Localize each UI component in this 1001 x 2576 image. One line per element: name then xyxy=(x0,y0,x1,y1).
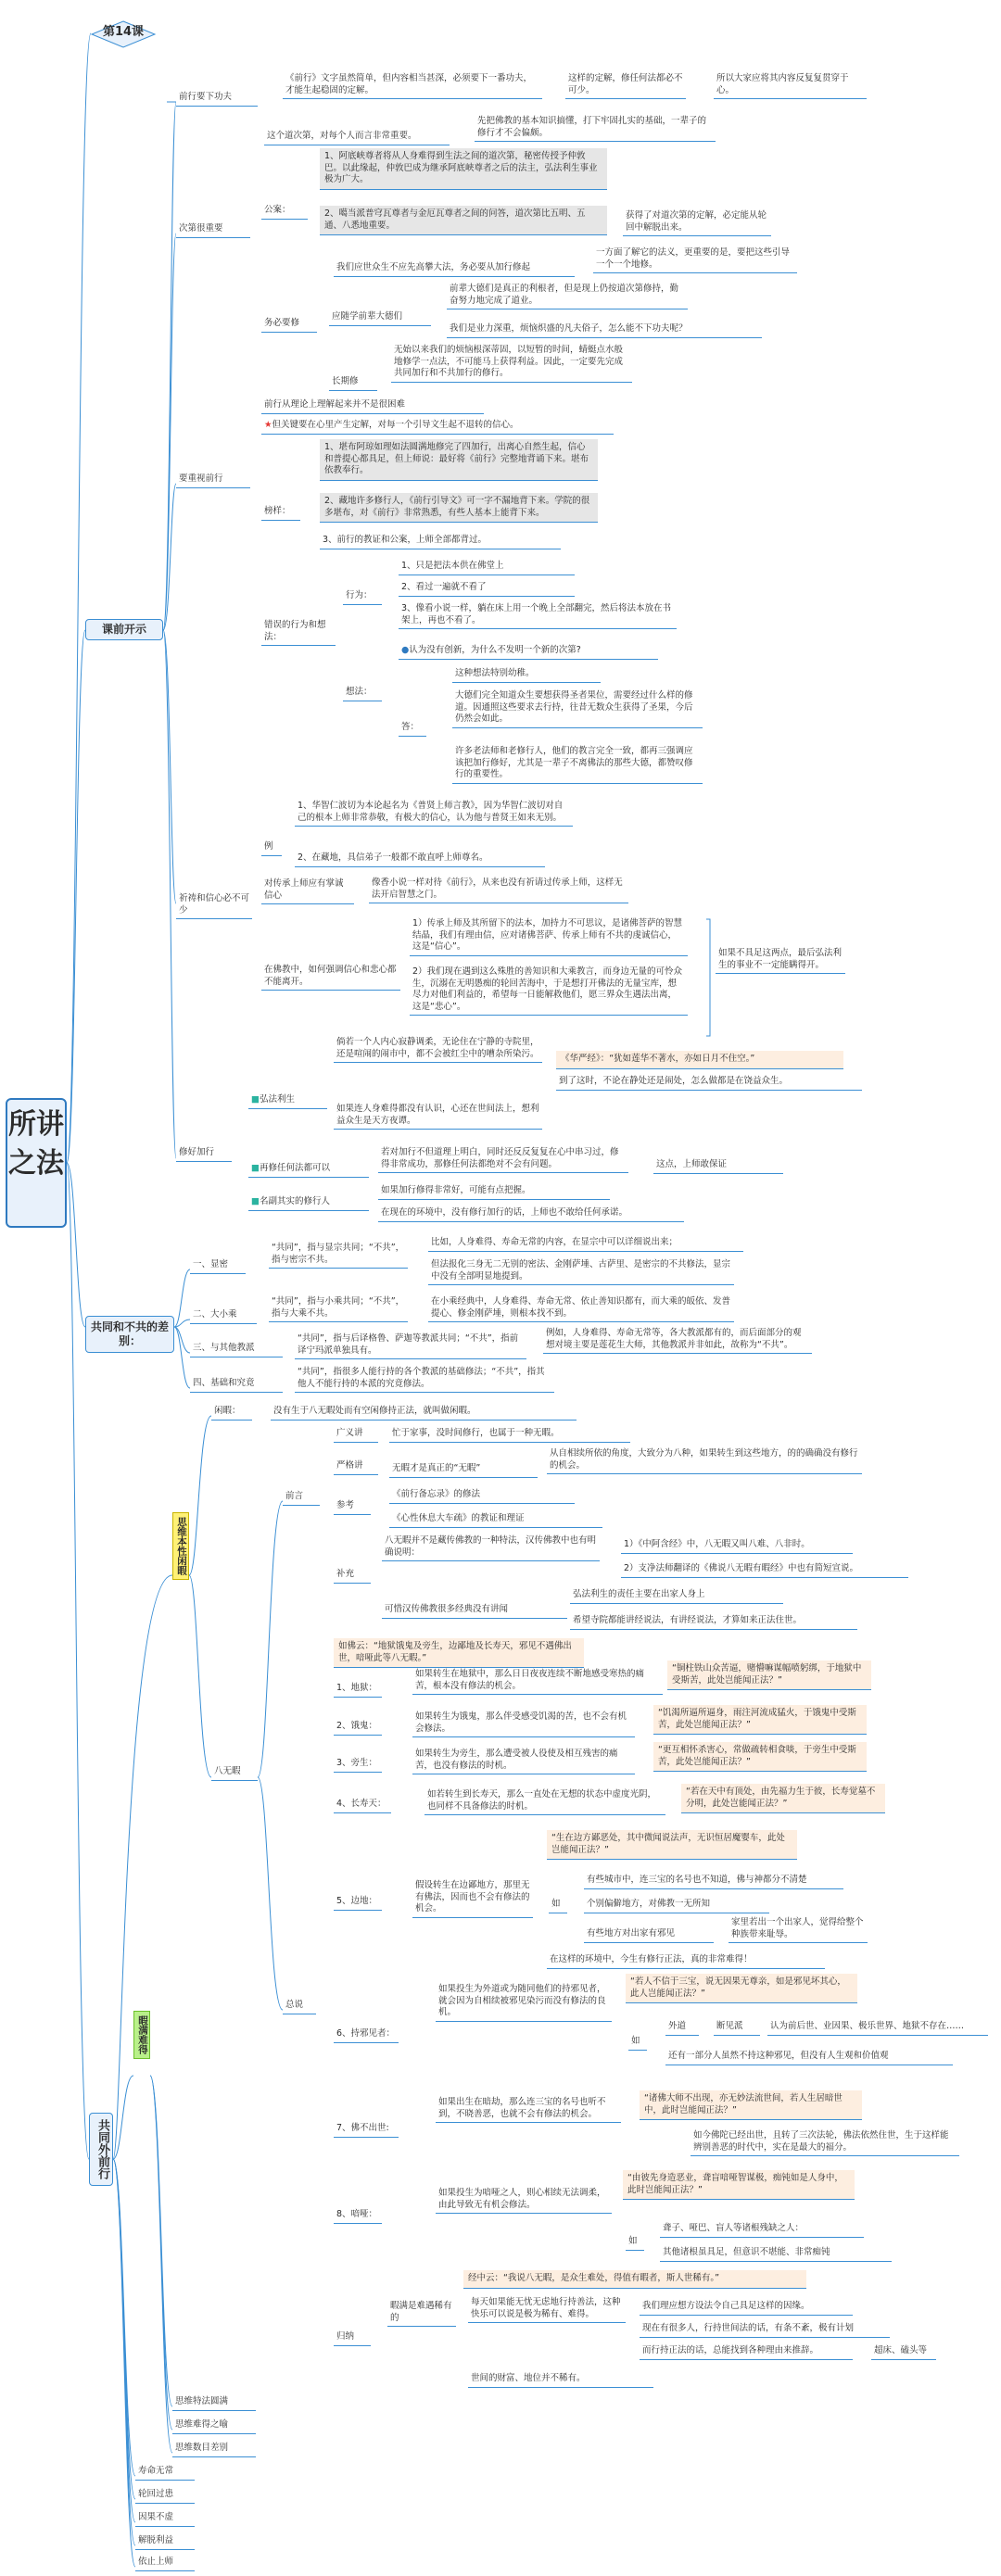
root-title: 所讲之法 xyxy=(6,1098,67,1228)
node-s3-yy2: “由彼先身造恶业，聋盲喑哑智谋极，痴钝如是人身中，此时岂能闻正法？” xyxy=(623,2170,855,2200)
node-s3-gn2b: 现在有很多人，行持世间法的话，有条不紊，极有计划 xyxy=(640,2322,890,2338)
node-s3-gn0: 经中云：“我说八无暇，是众生难处，得值有暇者，斯人世稀有。” xyxy=(463,2270,806,2289)
node-s3-jyy: 如佛云：“地狱饿鬼及旁生，边鄙地及长寿天，邪见不遇佛出世，喑哑此等八无暇。” xyxy=(334,1638,584,1668)
node-b3-fj3: 如果不具足这两点，最后弘法利生的事业不一定能瞒得开。 xyxy=(716,947,845,974)
node-s3-cxj-ru: 如 xyxy=(628,2035,647,2051)
node-s3-fbcs1: 如果出生在暗劫，那么连三宝的名号也听不到，不晓善恶，也就不会有修法的机会。 xyxy=(436,2096,621,2123)
bullet-icon-2: ■ xyxy=(251,1163,260,1173)
node-s2-i2b: 在小乘经典中，人身难得、寿命无常、依止善知识都有，而大乘的皈依、发普提心、修金刚萨埵，则根本找不到。 xyxy=(428,1295,734,1322)
node-s3-bc2: 2）支净法师翻译的《佛说八无暇有暇经》中也有简短宣说。 xyxy=(621,1562,908,1578)
node-s3-zs: 总说 xyxy=(283,1999,316,2014)
node-s3-bc3a: 弘法利生的责任主要在出家人身上 xyxy=(570,1588,783,1604)
node-b4-zx xyxy=(248,1162,369,1178)
node-s3-cxj3b: 认为前后世、业因果、极乐世界、地狱不存在…… xyxy=(767,2020,988,2036)
node-bottom-1: 寿命无常 xyxy=(135,2465,195,2481)
node-b1-yx1: 前辈大德们是真正的利根者，但是现上仍按道次第修持，勤奋努力地完成了道业。 xyxy=(447,283,688,309)
node-s3-yy4: 其他诸根虽具足，但意识不堪能、非常痴钝 xyxy=(660,2246,892,2262)
node-s3-bd-ru: 如 xyxy=(549,1898,567,1913)
node-b2-cw: 错误的行为和想法： xyxy=(261,619,336,646)
node-s3-eg2: “饥渴所逼所逼身，雨注河流成猛火，于饿鬼中受斯苦，此处岂能闻正法？” xyxy=(653,1705,867,1735)
node-b1-w1r: 一方面了解它的法义，更重要的是，要把这些引导一个一个地修。 xyxy=(593,246,797,273)
node-s3-cxj3a: 断见派 xyxy=(714,2020,760,2036)
node-top-label: 前行要下功夫 xyxy=(176,91,258,107)
node-s3-yy: 8、喑哑： xyxy=(334,2208,382,2224)
bullet-icon: ■ xyxy=(251,1094,260,1105)
node-s3-ck1: 《前行备忘录》的修法 xyxy=(389,1488,575,1504)
node-s3-cxj: 6、持邪见者： xyxy=(334,2027,399,2043)
node-top-n1: 《前行》文字虽然简单，但内容相当甚深，必须要下一番功夫，才能生起稳固的定解。 xyxy=(283,72,542,99)
node-top-n2: 这样的定解，修任何法都必不可少。 xyxy=(565,72,686,99)
node-s3-bd4: 个别偏僻地方，对佛教一无所知 xyxy=(584,1898,769,1913)
node-b2-xw1: 1、只是把法本供在佛堂上 xyxy=(399,560,575,575)
node-b1-n0: 这个道次第，对每个人而言非常重要。 xyxy=(264,130,450,145)
node-s3-tail1: 思维特法圆满 xyxy=(172,2395,256,2411)
node-b4-zx2: 这点，上师敢保证 xyxy=(653,1158,783,1174)
node-bottom-2: 轮回过患 xyxy=(135,2488,195,2504)
node-b1-g2r: 获得了对道次第的定解，必定能从轮回中解脱出来。 xyxy=(623,209,771,236)
node-s3-bc3: 可惜汉传佛教很多经典没有讲闻 xyxy=(382,1603,567,1619)
section-common-preliminary: 共同外前行 xyxy=(89,2113,113,2186)
lesson-text: 第14课 xyxy=(102,25,145,39)
node-s3-tail3: 思维数目差别 xyxy=(172,2442,256,2457)
node-s2-i1a: “共同”，指与显宗共同；“不共”，指与密宗不共。 xyxy=(269,1242,408,1269)
node-b1-label: 次第很重要 xyxy=(176,222,250,238)
node-bottom-3: 因果不虚 xyxy=(135,2511,195,2527)
node-s3-dy2: “铜柱铁山众苦逼，赌懵嘛谋幅喷躬绑，于地狱中受斯苦，此处岂能闻正法？” xyxy=(667,1661,871,1690)
node-b2-n2-text: 但关键要在心里产生定解，对每一个引导文生起不退转的信心。 xyxy=(272,420,519,430)
node-b2-xw2: 2、看过一遍就不看了 xyxy=(399,581,575,597)
node-s2-i1c: 但法报化三身无二无别的密法、金刚萨埵、古萨里、是密宗的不共修法，显宗中没有全部明显地提到。 xyxy=(428,1258,734,1285)
node-s3-yg1a: 无暇才是真正的“无暇” xyxy=(389,1462,538,1478)
node-b2-da1: 这种想法特别幼稚。 xyxy=(452,667,601,683)
node-b1-w1: 我们应世众生不应先高攀大法，务必要从加行修起 xyxy=(334,261,575,277)
node-b2-xf0 xyxy=(399,644,658,660)
node-s3-cxj1: 如果投生为外道或为随同他们的持邪见者，就会因为自相续被邪见染污而没有修法的良机。 xyxy=(436,1983,612,2022)
node-s2-i2a: “共同”，指与小乘共同；“不共”，指与大乘不共。 xyxy=(269,1295,408,1322)
bullet-icon-3: ■ xyxy=(251,1196,260,1206)
node-s3-gn2c: 而行持正法的话，总能找到各种理由来推辞。 xyxy=(640,2344,853,2360)
category-rare-human-life: 暇满难得 xyxy=(133,2011,150,2059)
node-b1-cq: 长期修 xyxy=(329,375,377,391)
node-b4-zx1: 若对加行不但道理上明白，同时还反反复复在心中串习过，修得非常成功，那修任何法都绝对不会有问题。 xyxy=(378,1146,628,1173)
node-s3-yg1: 从自相续所依的角度，大致分为八种，如果转生到这些地方，的的确确没有修行的机会。 xyxy=(547,1447,862,1474)
node-s3-bd3: 有些城市中，连三宝的名号也不知道，佛与神都分不清楚 xyxy=(584,1874,843,1889)
node-s2-i4: 四、基础和究竟 xyxy=(190,1377,283,1393)
node-s3-cxj2: “若人不信于三宝，说无因果无尊亲，如是邪见坏其心，此人岂能闻正法？” xyxy=(626,1974,857,2003)
info-icon: ● xyxy=(401,645,410,655)
node-s3-fbcs: 7、佛不出世: xyxy=(334,2122,399,2138)
node-b1-cq1: 无始以来我们的烦恼根深蒂固，以短暂的时间，蜻蜓点水般地修学一点法，不可能马上获得利益。因此，一定要先完成共同加行和不共加行的修行。 xyxy=(391,344,632,383)
node-s2-i3: 三、与其他教派 xyxy=(190,1342,283,1357)
node-b1-g2: 2、噶当派普穹瓦尊者与金厄瓦尊者之间的问答，道次第比五明、五通、八悉地重要。 xyxy=(320,206,607,235)
node-b2-by3: 3、前行的教证和公案，上师全部都背过。 xyxy=(320,534,561,549)
node-b2-xw: 行为： xyxy=(343,589,382,605)
node-b3-n1: 1、华智仁波切为本论起名为《普贤上师言教》，因为华智仁波切对自己的根本上师非常恭敬，有极大的信心，认为他与普贤王如来无别。 xyxy=(295,800,573,827)
node-s3-bc: 补充 xyxy=(334,1568,371,1584)
node-s3-bd: 5、边地： xyxy=(334,1895,382,1911)
node-b3-label: 祈祷和信心必不可少 xyxy=(176,892,252,919)
section-course-intro: 课前开示 xyxy=(85,619,163,640)
node-s3-cxj3: 外道 xyxy=(665,2020,699,2036)
node-s3-gy: 广义讲 xyxy=(334,1427,378,1443)
node-b2-by: 榜样： xyxy=(261,505,300,521)
section-common-vs-uncommon: 共同和不共的差别： xyxy=(85,1316,174,1353)
node-s3-eg: 2、饿鬼： xyxy=(334,1720,382,1736)
node-b3-fj1: 1）传承上师及其所留下的法本，加持力不可思议，是诸佛菩萨的智慧结晶，我们有理由信，应对诸佛菩萨、传承上师有不共的虔诚信心，这是“信心”。 xyxy=(410,917,688,956)
node-b2-label: 要重视前行 xyxy=(176,473,250,488)
node-b4-hf xyxy=(248,1093,327,1109)
node-s2-i2: 二、大小乘 xyxy=(190,1308,257,1324)
node-bottom-5: 依止上师 xyxy=(135,2556,195,2571)
node-bottom-4: 解脱利益 xyxy=(135,2534,195,2550)
node-s3-gn2a: 我们理应想方设法令自己具足这样的因缘。 xyxy=(640,2300,853,2316)
node-b1-n0b: 先把佛教的基本知识搞懂，打下牢固扎实的基础，一辈子的修行才不会偏颇。 xyxy=(475,115,716,142)
node-s3-bd5a: 家里若出一个出家人，觉得给整个种族带来耻辱。 xyxy=(729,1916,868,1943)
node-s3-eg1: 如果转生为饿鬼，那么伴受感受饥渴的苦，也不会有机会修法。 xyxy=(412,1711,635,1737)
node-b3-n2: 2、在藏地，具信弟子一般都不敢直呼上师尊名。 xyxy=(295,852,545,867)
node-b4-label: 修好加行 xyxy=(176,1146,232,1162)
node-b4-mf-text: 名副其实的修行人 xyxy=(259,1196,330,1206)
node-top-n3: 所以大家应将其内容反复复贯穿于心。 xyxy=(714,72,867,99)
node-b1-yx: 应随学前辈大德们 xyxy=(329,310,431,326)
node-s2-i1b: 比如，人身难得、寿命无常的内容，在显宗中可以详细说出来； xyxy=(428,1236,743,1252)
node-s3-cst1: 如若转生到长寿天，那么一直处在无想的状态中虚度光阴，也同样不具备修法的时机。 xyxy=(424,1788,665,1815)
node-s3-bd6: 在这样的环境中，今生有修行正法，真的非常难得！ xyxy=(547,1953,825,1969)
node-s3-bc0: 八无暇并不是藏传佛教的一种特法，汉传佛教中也有明确说明： xyxy=(382,1534,600,1561)
node-b4-hf-text: 弘法利生 xyxy=(259,1094,295,1105)
node-b1-wbxy: 务必要修 xyxy=(261,317,317,333)
node-b4-mf1: 如果加行修得非常好，可能有点把握。 xyxy=(378,1184,610,1200)
lesson-label xyxy=(91,20,156,48)
node-s3-gn: 归纳 xyxy=(334,2330,371,2346)
node-b3-df: 对传承上师应有掌诚信心 xyxy=(261,878,354,904)
node-s3-bd1: 假设转生在边鄙地方，那里无有佛法，因而也不会有修法的机会。 xyxy=(412,1879,533,1918)
node-s2-i3a: “共同”，指与后译格鲁、萨迦等教派共同；“不共”，指前译宁玛派单独具有。 xyxy=(295,1332,526,1359)
node-b2-n2 xyxy=(261,419,614,435)
node-b3-df1: 像香小说一样对待《前行》，从来也没有祈请过传承上师，这样无法开启智慧之门。 xyxy=(369,877,628,903)
node-s3-gn1: 暇满是难遇稀有的 xyxy=(387,2300,456,2327)
node-s3-fbcs3: 如今佛陀已经出世，且转了三次法轮，佛法依然住世，生于这样能辨别善恶的时代中，实在是最大的福分。 xyxy=(691,2129,959,2156)
node-b2-xw3: 3、像看小说一样，躺在床上用一个晚上全部翻完，然后将法本放在书架上，再也不看了。 xyxy=(399,602,677,629)
node-s3-gn2d: 超床、磕头等 xyxy=(871,2344,936,2360)
node-s3-xx: 闲暇： xyxy=(211,1405,252,1421)
node-s3-bd5: 有些地方对出家有邪见 xyxy=(584,1927,714,1943)
node-s3-ps: 3、旁生： xyxy=(334,1757,382,1773)
node-s3-ck2: 《心性休息大车疏》的教证和理证 xyxy=(389,1512,602,1528)
node-s3-ck: 参考 xyxy=(334,1499,371,1515)
node-s3-xx1: 没有生于八无暇处而有空闲修持正法，就叫做闲暇。 xyxy=(271,1405,577,1421)
node-s3-bc3b: 希望寺院都能讲经说法，有讲经说法，才算如来正法住世。 xyxy=(570,1614,857,1630)
node-b2-n1: 前行从理论上理解起来并不是很困难 xyxy=(261,398,484,414)
node-s2-i3b: 例如，人身难得、寿命无常等，各大教派都有的，而后面部分的观想对境主要是莲花生大师，其他教派并非如此，故称为“不共”。 xyxy=(543,1327,812,1354)
node-s3-gn2: 每天如果能无忧无虑地行持善法，这种快乐可以说是极为稀有、难得。 xyxy=(468,2296,626,2323)
node-s3-bd2: “生在边方鄙恶处，其中微闻说法声，无识恒居魔婴车，此处岂能闻正法？” xyxy=(547,1830,797,1860)
node-b2-xf0-text: 认为没有创新，为什么不发明一个新的次第? xyxy=(409,645,581,655)
node-b2-xf: 想法： xyxy=(343,686,382,701)
node-b1-yx2: 我们是业力深重，烦恼炽盛的凡夫俗子，怎么能不下功夫呢？ xyxy=(447,322,762,338)
node-b4-mf xyxy=(248,1195,369,1211)
node-b4-hf3: 到了这时，不论在静处还是闹处，怎么做都是在饶益众生。 xyxy=(556,1075,862,1091)
node-b4-mf2: 在现在的环境中，没有修行加行的话，上师也不敢给任何承诺。 xyxy=(378,1206,684,1222)
node-s3-yy3: 聋子、哑巴、盲人等诸根残缺之人： xyxy=(660,2222,864,2238)
node-s3-gy1: 忙于家事，没时间修行，也属于一种无暇。 xyxy=(389,1427,630,1443)
node-b2-da3: 许多老法师和老修行人，他们的教言完全一致，都再三强调应该把加行修好，尤其是一辈子不离佛法的那些大德，都赞叹修行的重要性。 xyxy=(452,745,703,784)
node-s3-tail2: 思维难得之喻 xyxy=(172,2418,256,2434)
node-b2-da2: 大德们完全知道众生要想获得圣者果位，需要经过什么样的修道。因通照这些要求去行持，往昔无数众生获得了圣果，今后仍然会如此。 xyxy=(452,689,703,728)
node-s3-cxj4: 还有一部分人虽然不持这种邪见，但没有人生观和价值观 xyxy=(665,2050,953,2065)
node-s3-fbcs2: “诸佛大师不出现，亦无妙法流世间，若人生居暗世中，此时岂能闻正法？” xyxy=(640,2090,862,2120)
node-s3-yg: 严格讲 xyxy=(334,1459,378,1475)
node-s3-qy: 前言 xyxy=(283,1490,320,1506)
node-s3-bc1: 1）《中阿含经》中，八无暇又叫八难、八非时。 xyxy=(621,1538,853,1554)
node-s2-i1: 一、显密 xyxy=(190,1258,246,1274)
node-s3-cst2: “若在天中有顶处，由先福力生于彼，长寿觉墓不分明，此处岂能闻正法？” xyxy=(681,1784,885,1813)
node-b4-zx-text: 再修任何法都可以 xyxy=(259,1163,330,1173)
node-s3-yy1: 如果投生为喑哑之人，则心相续无法调柔，由此导致无有机会修法。 xyxy=(436,2187,612,2214)
node-b4-hf2: 《华严经》：“犹如莲华不著水，亦如日月不住空。” xyxy=(556,1051,843,1069)
node-b1-gong: 公案： xyxy=(261,204,308,220)
node-b3-fj: 在佛教中，如何强调信心和悲心都不能离开。 xyxy=(261,964,400,991)
node-s2-i4a: “共同”，指很多人能行持的各个教派的基础修法；“不共”，指其他人不能行持的本派的究竟修法。 xyxy=(295,1366,554,1393)
node-s3-ps2: “更互相怀杀害心，常做疏转相食啖，于旁生中受斯苦，此处岂能闻正法？” xyxy=(653,1742,867,1772)
node-b2-by1: 1、堪布阿琼如理如法圆满地修完了四加行，出离心自然生起，信心和普提心都具足，但上师说：最好将《前行》完整地背诵下来。堪布依教奉行。 xyxy=(320,439,598,481)
node-s3-cst: 4、长寿天： xyxy=(334,1798,391,1813)
node-b4-hf4: 如果连人身难得都没有认识，心还在世间法上，想利益众生是天方夜谭。 xyxy=(334,1103,542,1130)
node-b1-g1: 1、阿底峡尊者将从人身难得到生法之间的道次第，秘密传授予仲敦巴。以此缘起，仲敦巴成为继承阿底峡尊者之后的法主，弘法利生事业极为广大。 xyxy=(320,148,607,190)
node-b4-hf1: 倘若一个人内心寂静调柔，无论住在宁静的寺院里，还是喧闹的闹市中，都不会被红尘中的嘈杂所染污。 xyxy=(334,1036,542,1063)
node-b3-fj2: 2）我们现在遇到这么殊胜的善知识和大乘教言，而身边无量的可怜众生，沉溺在无明愚痴的轮回苦海中，于是想打开佛法的无量宝库，想尽力对他们利益的，希望每一日能解救他们，愿三界众生遇法出离，这是“悲心”。 xyxy=(410,966,688,1016)
node-b2-by2: 2、藏地许多修行人，《前行引导文》可一字不漏地背下来。学院的很多堪布，对《前行》非常熟悉，有些人基本上能背下来。 xyxy=(320,493,598,523)
node-s3-ps1: 如果转生为旁生，那么遭受被人役使及相互残害的痛苦，也没有修法的时机。 xyxy=(412,1748,635,1774)
star-icon: ★ xyxy=(264,420,272,430)
node-s3-yy-ru: 如 xyxy=(626,2235,644,2251)
node-s3-dy1: 如果转生在地狱中，那么日日夜夜连续不断地感受寒热的痛苦，根本没有修法的机会。 xyxy=(412,1668,663,1695)
node-s3-dy: 1、地狱： xyxy=(334,1682,382,1698)
node-s3-gn3: 世间的财富、地位并不稀有。 xyxy=(468,2372,653,2388)
category-think-leisure: 思维本性闲暇 xyxy=(172,1512,189,1580)
node-s3-bwx: 八无暇 xyxy=(211,1765,258,1781)
node-b3-li: 例 xyxy=(261,840,282,856)
node-b2-da: 答： xyxy=(399,721,426,737)
